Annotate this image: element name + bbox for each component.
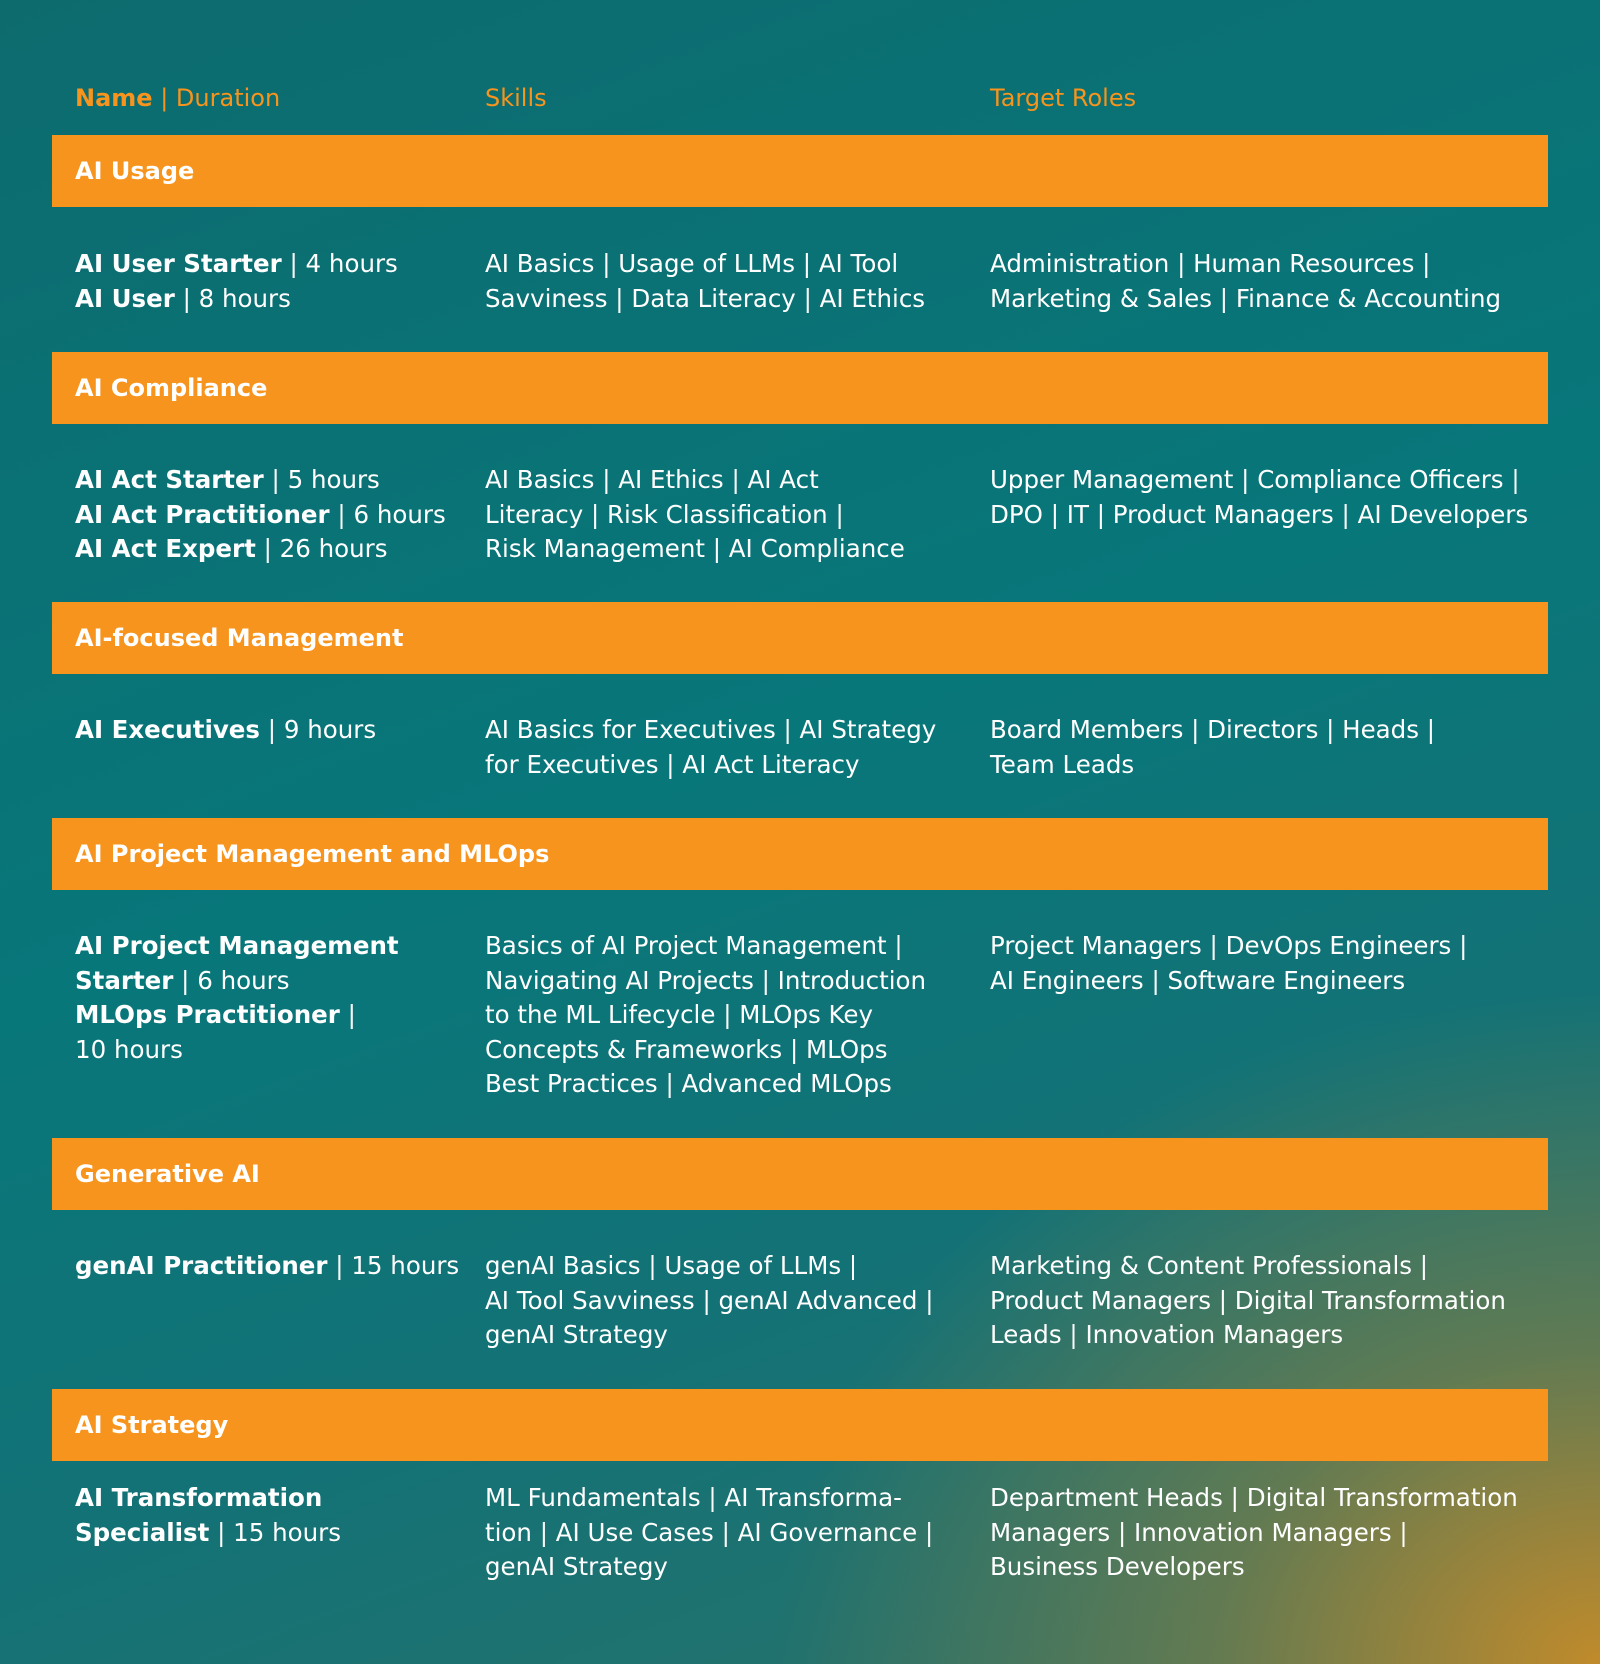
skills-line: tion | AI Use Cases | AI Governance | [485,1517,934,1547]
category-title: AI-focused Management [75,624,404,652]
course-name: AI User Starter [75,249,282,278]
roles-line: Marketing & Content Professionals | [990,1251,1429,1280]
course-name: MLOps Practitioner [75,1000,340,1029]
category-band-generative-ai [52,1138,1548,1210]
skills-line: AI Tool Savviness | genAI Advanced | [485,1285,934,1315]
category-band-ai-compliance [52,352,1548,424]
roles-cell [990,463,1550,532]
table-header [0,84,1600,124]
course-names-cell [75,247,475,316]
course-separator: | [263,465,288,494]
skills-cell [485,463,965,567]
course-duration: 10 hours [75,1034,183,1064]
course-name: AI Act Expert [75,534,256,563]
header-name: Name [75,84,153,112]
course-line [75,498,475,533]
course-names-cell [75,1481,475,1550]
skills-cell [485,929,965,1102]
course-name: genAI Practitioner [75,1251,328,1280]
course-line [75,463,475,498]
skills-line: Concepts & Frameworks | MLOps [485,1034,888,1064]
course-duration: 6 hours [353,499,446,529]
skills-line: Basics of AI Project Management | [485,931,903,960]
skills-cell [485,1249,965,1353]
course-name: AI Act Starter [75,465,264,494]
roles-cell [990,1249,1550,1353]
course-line [75,1249,475,1284]
skills-cell [485,713,965,782]
course-duration: 4 hours [305,249,398,278]
course-separator: | [174,283,199,313]
roles-line: DPO | IT | Product Managers | AI Developers [990,499,1529,529]
course-line [75,1516,475,1551]
course-duration: | [339,1000,356,1029]
roles-cell [990,1481,1550,1585]
course-line [75,532,475,567]
course-separator: | [281,249,306,278]
course-names-cell [75,929,475,1067]
roles-line: Product Managers | Digital Transformation [990,1285,1506,1315]
category-title: AI Compliance [75,374,268,402]
category-band-ai-project-management-mlops [52,818,1548,890]
skills-line: Savviness | Data Literacy | AI Ethics [485,283,926,313]
skills-line: Best Practices | Advanced MLOps [485,1069,892,1098]
category-band-ai-usage [52,135,1548,207]
skills-line: for Executives | AI Act Literacy [485,749,860,779]
category-title: AI Project Management and MLOps [75,840,550,868]
course-name: AI Transformation [75,1483,323,1512]
course-line [75,282,475,317]
roles-line: Board Members | Directors | Heads | [990,715,1436,744]
roles-line: Marketing & Sales | Finance & Accounting [990,283,1502,313]
course-line [75,929,475,964]
roles-line: Team Leads [990,749,1135,779]
course-name: AI Executives [75,715,261,744]
category-band-ai-strategy [52,1389,1548,1461]
course-line [75,1033,475,1068]
header-name-duration [75,84,280,112]
course-duration: 8 hours [198,283,291,313]
skills-line: ML Fundamentals | AI Transforma- [485,1483,902,1512]
course-separator: | [255,534,280,563]
roles-cell [990,929,1550,998]
skills-line: genAI Strategy [485,1320,668,1349]
course-name: AI Act Practitioner [75,499,330,529]
header-skills: Skills [485,84,547,112]
course-duration: 5 hours [287,465,380,494]
skills-line: to the ML Lifecycle | MLOps Key [485,1000,873,1029]
course-duration: | 6 hours [173,965,290,995]
category-title: AI Usage [75,157,195,185]
roles-cell [990,247,1550,316]
course-separator: | [329,499,354,529]
roles-cell [990,713,1550,782]
skills-cell [485,1481,965,1585]
course-separator: | [260,715,284,744]
course-duration: 26 hours [279,534,388,563]
skills-line: genAI Basics | Usage of LLMs | [485,1251,858,1280]
course-duration: 9 hours [283,715,377,744]
skills-line: Risk Management | AI Compliance [485,534,905,563]
course-separator: | [327,1251,352,1280]
course-name: Specialist [75,1517,210,1547]
course-duration: | 15 hours [209,1517,342,1547]
skills-cell [485,247,965,316]
roles-line: Administration | Human Resources | [990,249,1431,278]
course-name: AI User [75,283,175,313]
category-title: AI Strategy [75,1411,229,1439]
skills-line: AI Basics | Usage of LLMs | AI Tool [485,249,899,278]
course-line [75,964,475,999]
skills-line: AI Basics | AI Ethics | AI Act [485,465,819,494]
header-target-roles: Target Roles [990,84,1137,112]
course-name: Starter [75,965,174,995]
roles-line: Upper Management | Compliance Officers | [990,465,1520,494]
course-names-cell [75,713,475,748]
roles-line: Leads | Innovation Managers [990,1320,1344,1349]
header-separator: | [152,84,176,112]
skills-line: genAI Strategy [485,1552,668,1581]
roles-line: AI Engineers | Software Engineers [990,965,1406,995]
course-line [75,247,475,282]
skills-line: Navigating AI Projects | Introduction [485,965,927,995]
course-names-cell [75,1249,475,1284]
course-line [75,713,475,748]
course-line [75,998,475,1033]
course-names-cell [75,463,475,567]
category-band-ai-focused-management [52,602,1548,674]
skills-line: AI Basics for Executives | AI Strategy [485,715,937,744]
roles-line: Project Managers | DevOps Engineers | [990,931,1468,960]
course-name: AI Project Management [75,931,399,960]
header-duration: Duration [175,84,281,112]
roles-line: Business Developers [990,1552,1245,1581]
roles-line: Managers | Innovation Managers | [990,1517,1408,1547]
skills-line: Literacy | Risk Classification | [485,499,844,529]
roles-line: Department Heads | Digital Transformation [990,1483,1518,1512]
course-duration: 15 hours [351,1251,460,1280]
category-title: Generative AI [75,1160,260,1188]
course-line [75,1481,475,1516]
